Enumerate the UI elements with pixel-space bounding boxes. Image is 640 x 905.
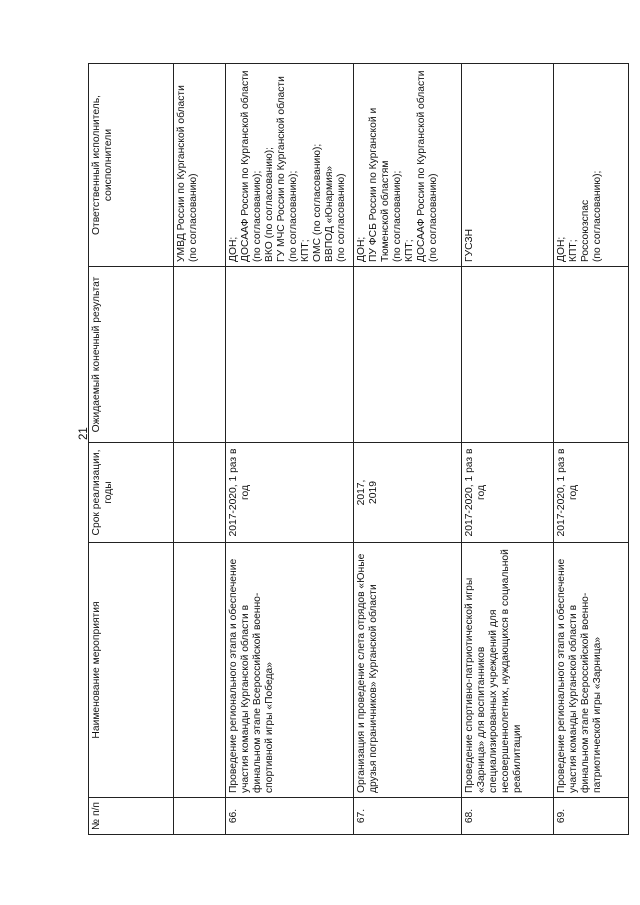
cell-term: 2017-2020, 1 раз в год: [462, 443, 554, 543]
header-resp: Ответственный исполнитель, соисполнители: [89, 64, 174, 267]
header-name: Наименование мероприятия: [89, 543, 174, 798]
page-number: 21: [78, 427, 90, 440]
cell-result: [462, 267, 554, 443]
cell-resp: ДОН; ПУ ФСБ России по Курганской и Тюменской областям (по согласованию); КПТ; ДОСААФ России по Курганской области (по согласованию): [354, 64, 462, 267]
header-num: № п/п: [89, 798, 174, 835]
table-row: [462, 64, 554, 835]
cell-result: [554, 267, 629, 443]
cell-num: 66.: [226, 798, 354, 835]
cell-name: [174, 543, 226, 798]
cell-num: 69.: [554, 798, 629, 835]
header-term: Срок реализации, годы: [89, 443, 174, 543]
table-row: [554, 64, 629, 835]
cell-resp: ДОН; КПТ; Россоюзспас (по согласованию);: [554, 64, 629, 267]
cell-num: 68.: [462, 798, 554, 835]
cell-result: [226, 267, 354, 443]
cell-name: Проведение спортивно-патриотической игры «Зарница» для воспитанников специализированных учреждений для несовершеннолетних, нуждающихся в социальной реабилитации: [462, 543, 554, 798]
table-row: [226, 64, 354, 835]
cell-num: 67.: [354, 798, 462, 835]
cell-name: Проведение регионального этапа и обеспечение участия команды Курганской области в финальном этапе Всероссийской военно-патриотической игры «Зарница»: [554, 543, 629, 798]
cell-term: 2017-2020, 1 раз в год: [226, 443, 354, 543]
cell-name: Проведение регионального этапа и обеспечение участия команды Курганской области в финальном этапе Всероссийской военно-спортивной игры «Победа»: [226, 543, 354, 798]
cell-resp: УМВД России по Курганской области (по согласованию): [174, 64, 226, 267]
table-row: [174, 64, 226, 835]
cell-result: [354, 267, 462, 443]
cell-resp: ДОН; ДОСААФ России по Курганской области (по согласованию); ВКО (по согласованию); ГУ МЧС России по Курганской области (по согласованию); КПТ; ОМС (по согласованию); ВВПОД «Юнармия» (по согласованию): [226, 64, 354, 267]
rotated-table-container: [88, 64, 628, 835]
cell-resp: ГУСЗН: [462, 64, 554, 267]
plan-table: [88, 63, 629, 835]
cell-term: 2017, 2019: [354, 443, 462, 543]
cell-num: [174, 798, 226, 835]
cell-term: [174, 443, 226, 543]
table-row: [354, 64, 462, 835]
cell-term: 2017-2020, 1 раз в год: [554, 443, 629, 543]
cell-result: [174, 267, 226, 443]
cell-name: Организация и проведение слета отрядов «Юные друзья пограничников» Курганской области: [354, 543, 462, 798]
table-header-row: [89, 64, 174, 835]
header-result: Ожидаемый конечный результат: [89, 267, 174, 443]
